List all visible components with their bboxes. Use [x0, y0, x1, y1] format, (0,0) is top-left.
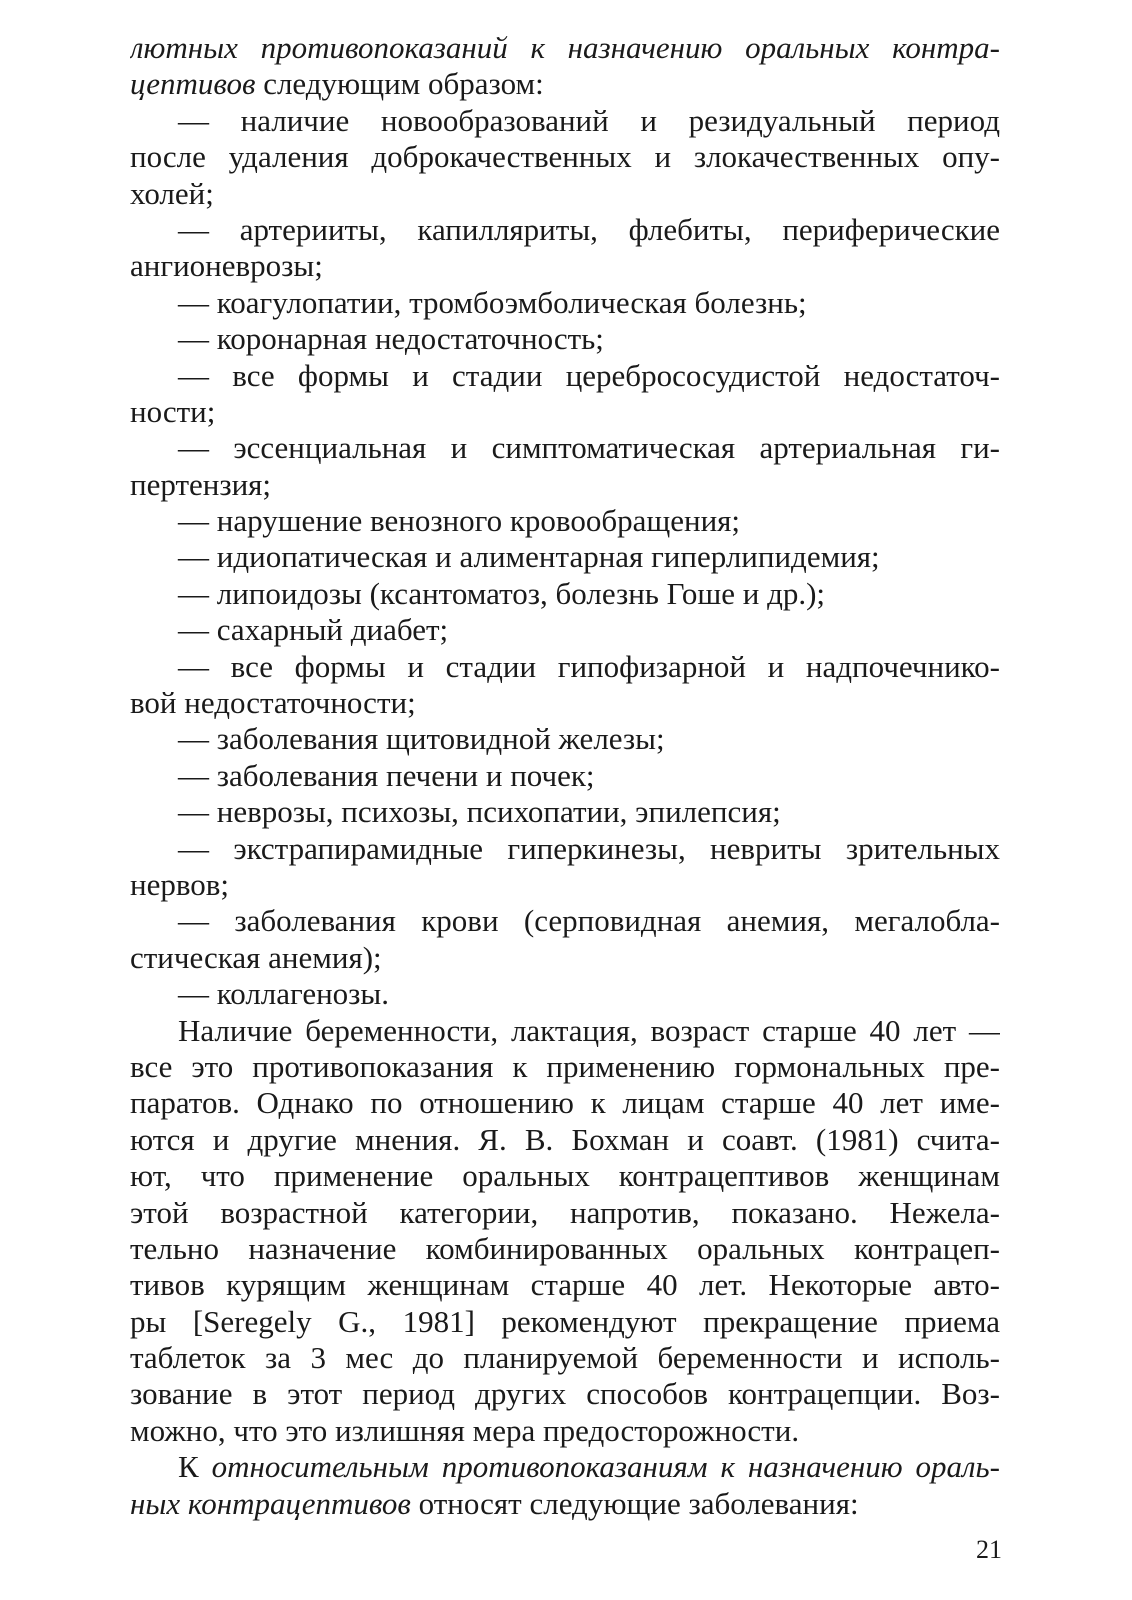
text-line	[130, 321, 1000, 357]
text-line	[130, 612, 1000, 648]
italic-run: лютных противопоказаний к назначению оральных контра-	[130, 30, 1000, 65]
text-run: — все формы и стадии гипофизарной и надпочечнико-	[178, 648, 1000, 684]
text-run: — сахарный диабет;	[178, 612, 449, 648]
text-run: — неврозы, психозы, психопатии, эпилепсия;	[178, 794, 781, 830]
text-line	[130, 1049, 1000, 1085]
text-line	[130, 758, 1000, 794]
text-line	[130, 358, 1000, 394]
text-run: можно, что это излишняя мера предосторожности.	[130, 1412, 800, 1448]
text-run: таблеток за 3 мес до планируемой беременности и исполь-	[130, 1340, 1000, 1376]
body-text	[130, 30, 1000, 1522]
text-run: — наличие новообразований и резидуальный период	[178, 102, 1000, 138]
text-line	[130, 1195, 1000, 1231]
text-line	[130, 976, 1000, 1012]
text-run: холей;	[130, 175, 214, 211]
text-line	[130, 903, 1000, 939]
text-line	[130, 30, 1000, 66]
text-line	[130, 1013, 1000, 1049]
text-run: — коллагенозы.	[178, 976, 390, 1012]
text-line	[130, 430, 1000, 466]
text-line	[130, 66, 1000, 102]
text-line	[130, 176, 1000, 212]
text-run: пертензия;	[130, 466, 272, 502]
text-line	[130, 285, 1000, 321]
text-run: — нарушение венозного кровообращения;	[178, 503, 741, 539]
italic-run: ных контрацептивов	[130, 1485, 411, 1521]
text-line	[130, 831, 1000, 867]
text-line	[130, 867, 1000, 903]
text-run: после удаления доброкачественных и злокачественных опу-	[130, 139, 1000, 175]
text-line	[130, 1267, 1000, 1303]
text-run: К	[178, 1449, 212, 1485]
text-run: относят следующие заболевания:	[410, 1485, 859, 1521]
text-run: — заболевания крови (серповидная анемия, мегалобла-	[178, 903, 1000, 939]
text-run: паратов. Однако по отношению к лицам старше 40 лет име-	[130, 1085, 1000, 1121]
page-number: 21	[976, 1535, 1002, 1564]
text-run: — артерииты, капилляриты, флебиты, периферические	[178, 211, 1000, 247]
text-line	[130, 503, 1000, 539]
text-run: вой недостаточности;	[130, 685, 416, 721]
text-line	[130, 1376, 1000, 1412]
text-run: — заболевания щитовидной железы;	[178, 721, 665, 757]
text-line	[130, 721, 1000, 757]
text-line	[130, 1122, 1000, 1158]
text-run: этой возрастной категории, напротив, показано. Нежела-	[130, 1194, 1000, 1230]
text-line	[130, 1085, 1000, 1121]
text-line	[130, 394, 1000, 430]
text-run: — липоидозы (ксантоматоз, болезнь Гоше и др.);	[178, 575, 826, 611]
italic-run: цептивов	[130, 66, 256, 102]
text-line	[130, 1340, 1000, 1376]
text-run: — коронарная недостаточность;	[178, 321, 604, 357]
text-run: стическая анемия);	[130, 939, 382, 975]
text-run: ют, что применение оральных контрацептивов женщинам	[130, 1158, 1000, 1194]
text-run: — все формы и стадии цереброcосудистой недостаточ-	[178, 357, 1000, 393]
text-run: следующим образом:	[255, 66, 544, 102]
text-line	[130, 248, 1000, 284]
text-line	[130, 1304, 1000, 1340]
text-line	[130, 576, 1000, 612]
text-line	[130, 1231, 1000, 1267]
text-line	[130, 103, 1000, 139]
text-line	[130, 1449, 1000, 1485]
text-line	[130, 212, 1000, 248]
text-run: ности;	[130, 393, 216, 429]
text-line	[130, 1158, 1000, 1194]
text-run: ры [Seregely G., 1981] рекомендуют прекращение приема	[130, 1303, 1000, 1339]
text-run: — заболевания печени и почек;	[178, 757, 595, 793]
text-run: — коагулопатии, тромбоэмболическая болезнь;	[178, 284, 807, 320]
text-line	[130, 139, 1000, 175]
text-line	[130, 467, 1000, 503]
text-run: зование в этот период других способов контрацепции. Воз-	[130, 1376, 1000, 1412]
text-run: нервов;	[130, 866, 230, 902]
text-run: — эссенциальная и симптоматическая артериальная ги-	[178, 430, 1000, 466]
text-run: — идиопатическая и алиментарная гиперлипидемия;	[178, 539, 880, 575]
text-run: — экстрапирамидные гиперкинезы, невриты зрительных	[178, 830, 1000, 866]
text-line	[130, 539, 1000, 575]
italic-run: относительным противопоказаниям к назначению ораль-	[211, 1449, 1000, 1485]
text-line	[130, 685, 1000, 721]
text-run: тельно назначение комбинированных оральных контрацеп-	[130, 1230, 1000, 1266]
text-run: ангионеврозы;	[130, 248, 323, 284]
text-line	[130, 940, 1000, 976]
text-run: тивов курящим женщинам старше 40 лет. Некоторые авто-	[130, 1267, 1000, 1303]
text-line	[130, 794, 1000, 830]
text-line	[130, 649, 1000, 685]
text-line	[130, 1413, 1000, 1449]
text-run: Наличие беременности, лактация, возраст старше 40 лет —	[178, 1012, 1000, 1048]
text-run: все это противопоказания к применению гормональных пре-	[130, 1048, 1000, 1084]
text-line	[130, 1486, 1000, 1522]
text-run: ются и другие мнения. Я. В. Бохман и соавт. (1981) счита-	[130, 1121, 1000, 1157]
